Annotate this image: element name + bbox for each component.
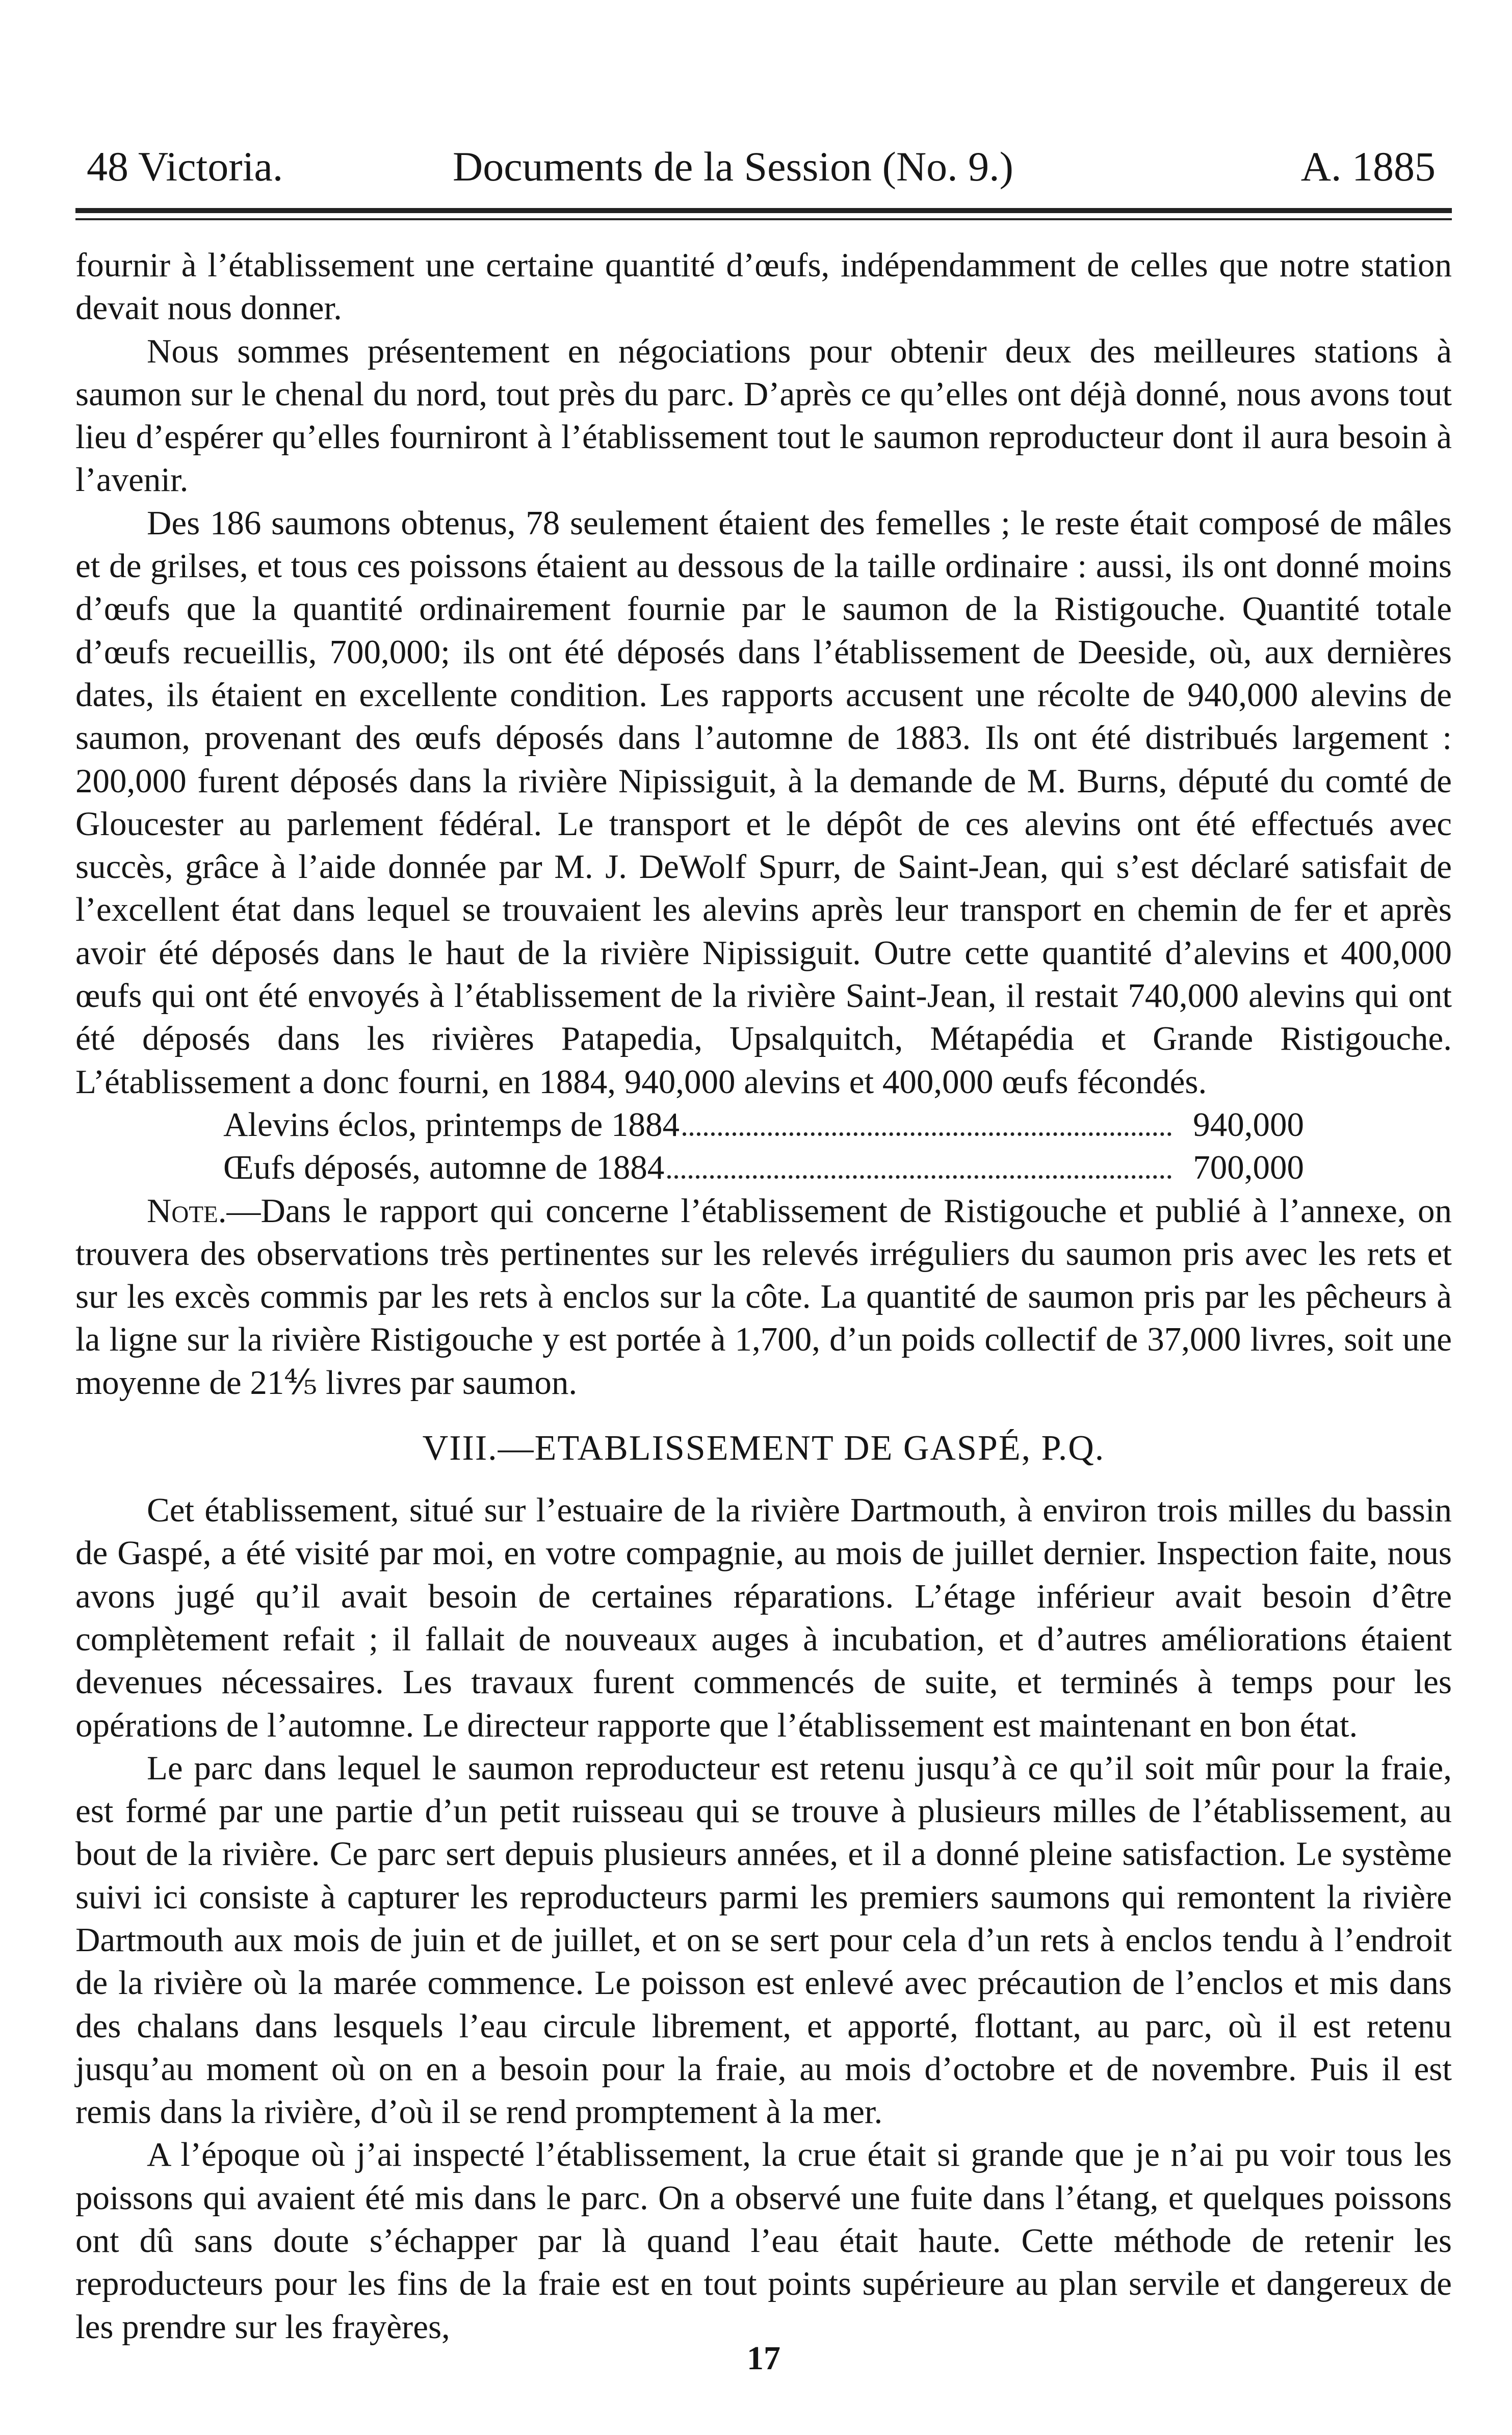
tally-value: 940,000: [1193, 1105, 1304, 1144]
leader-dots: [667, 1175, 1171, 1179]
running-header: [75, 139, 1457, 195]
header-rule-thin: [75, 218, 1452, 220]
page-number: 17: [747, 2340, 780, 2377]
tally-table: [75, 1103, 1304, 1189]
tally-value: 700,000: [1193, 1149, 1304, 1187]
header-title: Documents de la Session (No. 9.): [453, 143, 1013, 190]
paragraph-continuation: fournir à l’établissement une certaine quantité d’œufs, indépendamment de celles que notre station devait nous donner.: [75, 246, 1452, 327]
paragraph-gaspe-park: Le parc dans lequel le saumon reproducteur est retenu jusqu’à ce qu’il soit mûr pour la fraie, est formé par une partie d’un petit ruisseau qui se trouve à plusieurs milles de l’établissement, au bout de la rivière. Ce parc sert depuis plusieurs années, et il a donné pleine satisfaction. Le système suivi ici consiste à capturer les reproducteurs parmi les premiers saumons qui remontent la rivière Dartmouth aux mois de juin et de juillet, et on se sert pour cela d’un rets à enclos tendu à l’endroit de la rivière où la marée commence. Le poisson est enlevé avec précaution de l’enclos et mis dans des chalans dans lesquels l’eau circule librement, et apporté, flottant, au parc, où il est retenu jusqu’au moment où on en a besoin pour la fraie, au mois d’octobre et de novembre. Puis il est remis dans la rivière, d’où il se rend promptement à la mer.: [75, 1749, 1452, 2131]
paragraph-gaspe-inspection: A l’époque où j’ai inspecté l’établissement, la crue était si grande que je n’ai pu voir tous les poissons qui avaient été mis dans le parc. On a observé une fuite dans l’étang, et quelques poissons ont dû sans doute s’échapper par là quand l’eau était haute. Cette méthode de retenir les reproducteurs pour les fins de la fraie est en tout points supérieure au plan servile et dangereux de les prendre sur les frayères,: [75, 2136, 1452, 2346]
tally-label: Œufs déposés, automne de 1884: [223, 1149, 665, 1187]
note-label: Note.: [147, 1191, 227, 1230]
header-year: A. 1885: [1300, 143, 1436, 190]
tally-label: Alevins éclos, printemps de 1884: [223, 1105, 680, 1144]
document-page: [75, 0, 1457, 2435]
paragraph-gaspe-establishment: Cet établissement, situé sur l’estuaire de la rivière Dartmouth, à environ trois milles du bassin de Gaspé, a été visité par moi, en votre compagnie, au mois de juillet dernier. Inspection faite, nous avons jugé qu’il avait besoin de certaines réparations. L’étage inférieur avait besoin d’être complètement refait ; il fallait de nouveaux auges à incubation, et d’autres améliorations étaient devenues nécessaires. Les travaux furent commencés de suite, et terminés à temps pour les opérations de l’automne. Le directeur rapporte que l’établissement est maintenant en bon état.: [75, 1491, 1452, 1744]
header-rule-thick: [75, 208, 1452, 213]
leader-dots: [683, 1132, 1171, 1136]
body-text: [75, 244, 1452, 2348]
paragraph-salmon-results: Des 186 saumons obtenus, 78 seulement étaient des femelles ; le reste était composé de mâles et de grilses, et tous ces poissons étaient au dessous de la taille ordinaire : aussi, ils ont donné moins d’œufs que la quantité ordinairement fournie par le saumon de la Ristigouche. Quantité totale d’œufs recueillis, 700,000; ils ont été déposés dans l’établissement de Deeside, où, aux dernières dates, ils étaient en excellente condition. Les rapports accusent une récolte de 940,000 alevins de saumon, provenant des œufs déposés dans l’automne de 1883. Ils ont été distribués largement : 200,000 furent déposés dans la rivière Nipissiguit, à la demande de M. Burns, député du comté de Gloucester au parlement fédéral. Le transport et le dépôt de ces alevins ont été effectués avec succès, grâce à l’aide donnée par M. J. DeWolf Spurr, de Saint-Jean, qui s’est déclaré satisfait de l’excellent état dans lequel se trouvaient les alevins après leur transport en chemin de fer et après avoir été déposés dans le haut de la rivière Nipissiguit. Outre cette quantité d’alevins et 400,000 œufs qui ont été envoyés à l’établissement de la rivière Saint-Jean, il restait 740,000 alevins qui ont été déposés dans les rivières Patapedia, Upsalquitch, Métapédia et Grande Ristigouche. L’établissement a donc fourni, en 1884, 940,000 alevins et 400,000 œufs fécondés.: [75, 504, 1452, 1101]
note-paragraph: [75, 1189, 1452, 1404]
note-text: —Dans le rapport qui concerne l’établissement de Ristigouche et publié à l’annexe, on trouvera des observations très pertinentes sur les relevés irréguliers du saumon pris avec les rets et sur les excès commis par les rets à enclos sur la côte. La quantité de saumon pris par les pêcheurs à la ligne sur la rivière Ristigouche y est portée à 1,700, d’un poids collectif de 37,000 livres, soit une moyenne de 21⅘ livres par saumon.: [75, 1191, 1452, 1402]
tally-row: [223, 1146, 1304, 1189]
tally-row: [223, 1103, 1304, 1146]
paragraph-negotiations: Nous sommes présentement en négociations pour obtenir deux des meilleures stations à saumon sur le chenal du nord, tout près du parc. D’après ce qu’elles ont déjà donné, nous avons tout lieu d’espérer qu’elles fourniront à l’établissement tout le saumon reproducteur dont il aura besoin à l’avenir.: [75, 332, 1452, 499]
header-reign: 48 Victoria.: [87, 143, 283, 190]
section-heading: VIII.—ETABLISSEMENT DE GASPÉ, P.Q.: [422, 1429, 1105, 1468]
